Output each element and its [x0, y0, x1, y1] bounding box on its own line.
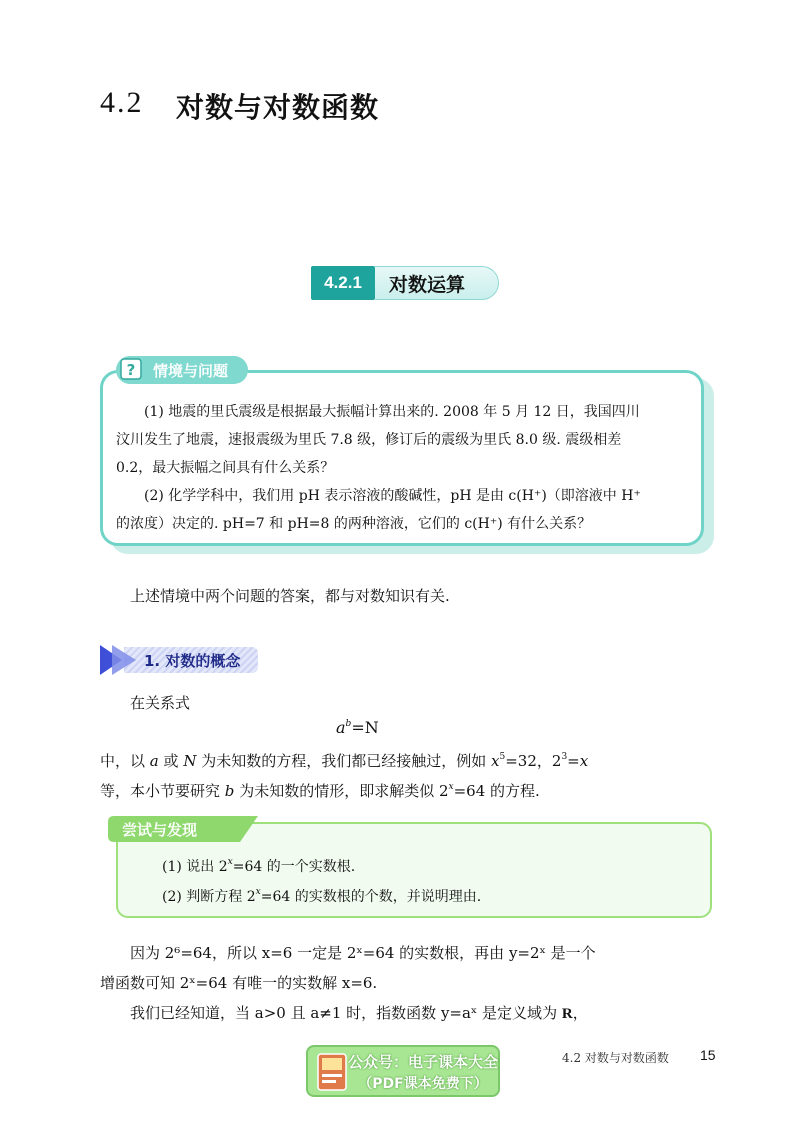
- watermark-stamp: [306, 1045, 500, 1097]
- reason-line-1: 因为 2⁶=64，所以 x=6 一定是 2ˣ=64 的实数根，再由 y=2ˣ 是一个: [130, 944, 596, 962]
- try-line-2: (2) 判断方程 $2^x=64$ 的实数根的个数，并说明理由.: [162, 887, 482, 905]
- situation-line-2: 汶川发生了地震，速报震级为里氏 7.8 级，修订后的震级为里氏 8.0 级. 震级相差: [116, 432, 622, 448]
- section-title: 对数运算: [375, 266, 499, 300]
- situation-label: 情境与问题: [153, 361, 229, 380]
- chapter-number: 4.2: [100, 86, 144, 119]
- question-icon: [119, 357, 145, 383]
- paragraph-line-1: 中，以 a 或 N 为未知数的方程，我们都已经接触过，例如 $x^5=32$，$2^3=x$: [100, 752, 589, 770]
- situation-line-1: (1) 地震的里氏震级是根据最大振幅计算出来的. 2008 年 5 月 12 日，我国四川: [144, 404, 640, 420]
- formula-exp: b: [345, 719, 352, 729]
- watermark-line-2: （PDF课本免费下）: [358, 1076, 488, 1092]
- formula: [336, 718, 379, 737]
- section-number: 4.2.1: [311, 266, 375, 300]
- relation-intro: 在关系式: [130, 694, 191, 712]
- try-label: 尝试与发现: [122, 821, 198, 839]
- situation-tab: [116, 356, 248, 384]
- svg-text:?: ?: [126, 361, 136, 379]
- try-tab: [108, 816, 258, 842]
- intro-text: 上述情境中两个问题的答案，都与对数知识有关.: [130, 587, 450, 605]
- arrow-right-icon: [100, 645, 140, 675]
- page-number: 15: [700, 1047, 716, 1063]
- formula-rest: =N: [351, 718, 379, 737]
- book-icon: [316, 1052, 350, 1092]
- footer-section: 4.2 对数与对数函数: [562, 1051, 669, 1065]
- formula-base: a: [336, 718, 346, 737]
- paragraph-line-2: 等，本小节要研究 b 为未知数的情形，即求解类似 $2^x=64$ 的方程.: [100, 782, 540, 800]
- reason-line-3: 我们已经知道，当 a>0 且 a≠1 时，指数函数 y=aˣ 是定义域为 R，: [130, 1004, 588, 1022]
- situation-line-5: 的浓度）决定的. pH=7 和 pH=8 的两种溶液，它们的 c(H⁺) 有什么关系？: [116, 516, 592, 532]
- try-line-1: (1) 说出 $2^x=64$ 的一个实数根.: [162, 857, 356, 875]
- situation-line-3: 0.2，最大振幅之间具有什么关系？: [116, 460, 335, 476]
- concept-label: 1. 对数的概念: [144, 652, 241, 670]
- chapter-title: 对数与对数函数: [176, 91, 380, 124]
- watermark-line-1: 公众号：电子课本大全: [348, 1053, 499, 1071]
- section-banner: [311, 266, 501, 302]
- reason-line-2: 增函数可知 2ˣ=64 有唯一的实数解 x=6.: [100, 974, 378, 992]
- situation-line-4: (2) 化学学科中，我们用 pH 表示溶液的酸碱性，pH 是由 c(H⁺)（即溶液中 H⁺: [144, 488, 641, 504]
- concept-heading: [100, 645, 258, 675]
